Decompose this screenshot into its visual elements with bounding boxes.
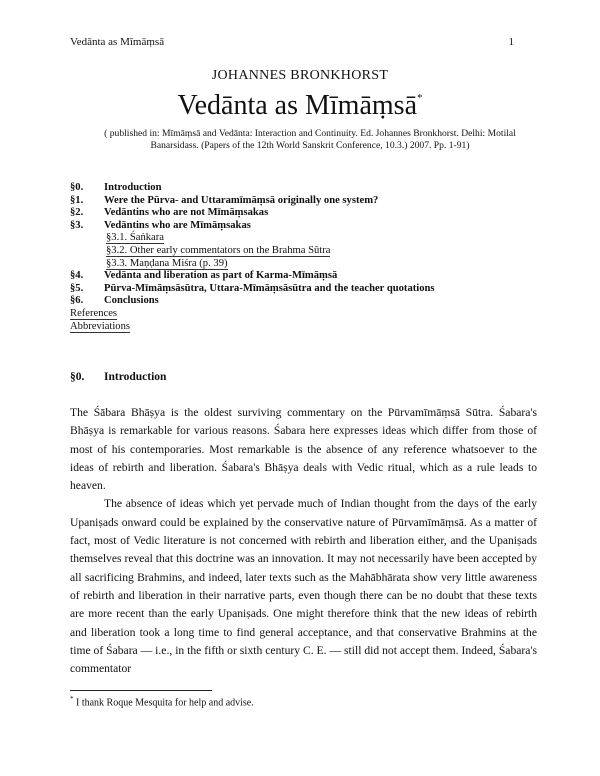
page-number: 1 [508, 36, 514, 48]
section-heading [70, 371, 166, 383]
toc-item-4[interactable] [70, 270, 540, 283]
toc-item-3-1[interactable] [70, 232, 540, 245]
table-of-contents [70, 182, 540, 333]
toc-item-3[interactable] [70, 220, 540, 233]
toc-label: Abbreviations [70, 320, 131, 332]
toc-item-6[interactable] [70, 295, 540, 308]
toc-num: §0. [70, 182, 84, 193]
paragraph: The absence of ideas which yet pervade much of Indian thought from the days of the early Upaniṣads onward could be explained by the conservative nature of Pūrvamīmāṃsā. As a matter of fact, most of Vedic literature is not concerned with rebirth and liberation either, and the Upaniṣads themselves reveal that this doctrine was an innovation. It may not necessarily have been accepted by all sacrificing Brahmins, and indeed, later texts such as the Mahābhārata show very little awareness of rebirth and liberation in their narrative parts, even though there can be no doubt that these texts are more recent than the early Upaniṣads. One might therefore think that the new ideas of rebirth and liberation took a long time to find general acceptance, and that conservative Brahmins at the time of Śabara — i.e., in the fifth or sixth century C. E. — still did not accept them. Indeed, Śabara's commentator [70, 497, 537, 676]
toc-label: Vedāntins who are Mīmāṃsakas [104, 219, 251, 231]
toc-label: Vedāntins who are not Mīmāṃsakas [104, 207, 269, 219]
toc-label: Vedānta and liberation as part of Karma-Mīmāṃsā [104, 270, 338, 282]
toc-num: §4. [70, 270, 84, 282]
toc-item-2[interactable] [70, 207, 540, 220]
toc-num: §6. [70, 295, 84, 307]
footnote-mark: * [70, 695, 74, 703]
paper-title [0, 90, 600, 122]
publication-note: ( published in: Mīmāṃsā and Vedānta: Interaction and Continuity. Ed. Johannes Bronkhorst. Delhi: Motilal Banarsidass. (Papers of the 12th World Sanskrit Conference, 10.3.) 2007. Pp. 1-91) [104, 128, 516, 151]
section-num: §0. [70, 371, 85, 383]
paragraph: The Śābara Bhāṣya is the oldest surviving commentary on the Pūrvamīmāṃsā Sūtra. Śabara's Bhāṣya is remarkable for various reasons. Śabara here expresses ideas which differ from those of most of his contemporaries. Most remarkable is the absence of any reference whatsoever to the ideas of rebirth and liberation. Śabara's Bhāṣya deals with Vedic ritual, which as a rule leads to heaven. [70, 406, 537, 493]
toc-item-references[interactable] [70, 308, 540, 321]
toc-num: §5. [70, 282, 84, 294]
toc-num: §3.3. [106, 257, 128, 269]
title-footnote-mark: * [417, 92, 423, 104]
toc-label: Maṇḍana Miśra (p. 39) [129, 257, 228, 269]
toc-num: §2. [70, 207, 84, 219]
paper-title-text: Vedānta as Mīmāṃsā [177, 90, 417, 121]
toc-num: §3. [70, 219, 84, 231]
footnote-divider [70, 690, 212, 691]
running-head-title: Vedānta as Mīmāṃsā [70, 36, 165, 48]
toc-label: References [70, 307, 118, 319]
toc-item-5[interactable] [70, 283, 540, 296]
toc-label: Other early commentators on the Brahma Sūtra [129, 244, 331, 256]
section-title: Introduction [104, 371, 167, 383]
toc-label: Śaṅkara [129, 232, 164, 244]
toc-label: Conclusions [104, 295, 159, 307]
toc-label: Introduction [104, 182, 162, 193]
toc-label: Pūrva-Mīmāṃsāsūtra, Uttara-Mīmāṃsāsūtra and the teacher quotations [104, 282, 435, 294]
toc-num: §3.1. [106, 232, 128, 244]
toc-item-3-2[interactable] [70, 245, 540, 258]
toc-item-3-3[interactable] [70, 258, 540, 271]
toc-label: Were the Pūrva- and Uttaramīmāṃsā originally one system? [104, 194, 379, 206]
body-text [70, 404, 537, 678]
running-head [70, 36, 514, 48]
toc-item-abbreviations[interactable] [70, 321, 540, 334]
toc-item-0[interactable] [70, 182, 540, 195]
toc-item-1[interactable] [70, 195, 540, 208]
author: JOHANNES BRONKHORST [211, 68, 389, 83]
toc-num: §1. [70, 194, 84, 206]
toc-num: §3.2. [106, 244, 128, 256]
footnote [70, 695, 254, 708]
footnote-text: I thank Roque Mesquita for help and advise. [73, 697, 254, 709]
